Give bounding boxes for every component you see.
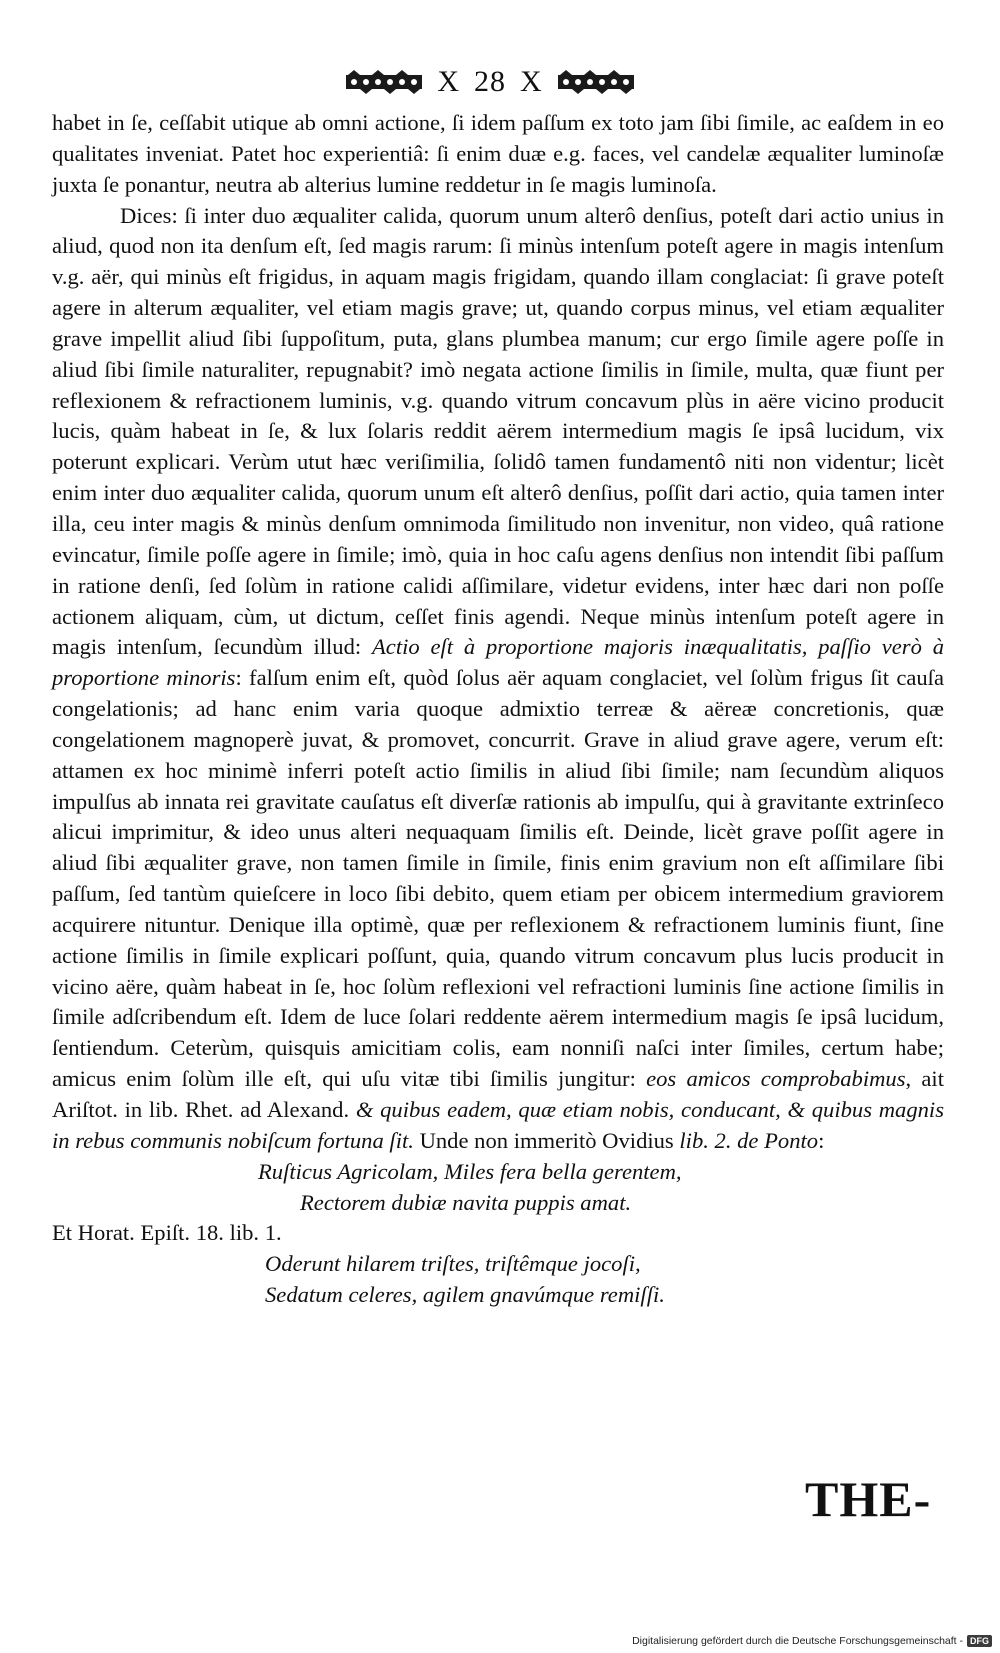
verse-ovid [52,1157,944,1219]
paragraph-dices [52,201,944,1157]
x-mark-left-icon: X [437,65,460,98]
italic-quote-aristotle: & quibus eadem, quæ etiam nobis, conducant, & quibus magnis in rebus communis nobiſcum fortuna ſit. [52,1097,944,1153]
text-run: : falſum enim eſt, quòd ſolus aër aquam conglaciet, vel ſolùm frigus ſit cauſa congelationis; ad hanc enim varia quoque admixtio terreæ & aëreæ concretionis, quæ congelationem magnoperè juvat, & promovet, concurrit. Grave in aliud grave agere, verum eſt: attamen ex hoc minimè inferri poteſt actio ſimilis in aliud ſibi ſimile; nam ſecundùm aliquos impulſus ab innata rei gravitate cauſatus eſt diverſæ rationis ab impulſu, qui à gravitante extrinſeco alicui imprimitur, & ideo unus alteri nequaquam ſimilis eſt. Deinde, licèt grave poſſit agere in aliud ſibi æqualiter grave, non tamen ſimile in ſimile, finis enim gravium non eſt aſſimilare ſibi paſſum, ſed tantùm quieſcere in loco ſibi debito, quem etiam per obicem intermedium graviorem acquirere nituntur. Denique illa optimè, quæ per reflexionem & refractionem luminis fiunt, ſine actione ſimilis in ſimile explicari poſſunt, quia, quando vitrum concavum plus lucis producit in vicino aëre, quàm habeat in ſe, hoc ſolùm reflexioni vel refractioni luminis ſine actione ſimilis in ſimile adſcribendum eſt. Idem de luce ſolari reddente aërem intermedium magis ſe ipsâ lucidum, ſentiendum. Ceterùm, quisquis amicitiam colis, eam nonniſi naſci inter ſimiles, certum habe; amicus enim ſolùm ille eſt, qui uſu vitæ tibi ſimilis jungitur: [52,665,944,1092]
verse-horace [52,1249,944,1311]
paragraph-continuation: habet in ſe, ceſſabit utique ab omni actione, ſi idem paſſum ex toto jam ſibi ſimile, ac eaſdem in eo qualitates inveniat. Patet hoc experientiâ: ſi enim duæ e.g. faces, vel candelæ æqualiter luminoſæ juxta ſe ponantur, neutra ab alterius lumine reddetur in ſe magis luminoſa. [52,110,944,197]
x-mark-right-icon: X [520,65,543,98]
text-run: : [818,1127,825,1153]
digitization-footer [632,1635,992,1647]
verse-line: Ruſticus Agricolam, Miles fera bella gerentem, [258,1158,682,1184]
footer-credit: Digitalisierung gefördert durch die Deutsche Forschungsgemeinschaft - [632,1635,963,1647]
verse-line: Rectorem dubiæ navita puppis amat. [300,1189,632,1215]
woodcut-ornament-right-icon [557,69,635,95]
woodcut-ornament-left-icon [345,69,423,95]
italic-quote-actio: Actio eſt à proportione majoris inæqualitatis, paſſio verò à proportione minoris [52,634,944,691]
dfg-logo: DFG [967,1635,992,1647]
main-text [52,108,944,1311]
page-header [330,62,650,102]
italic-quote-amicos: eos amicos comprobabimus [646,1066,906,1092]
verse-line: Oderunt hilarem triſtes, triſtêmque jocoſi, [265,1251,641,1277]
page-number: 28 [474,65,506,98]
verse-line: Sedatum celeres, agilem gnavúmque remiſſi. [265,1282,665,1308]
text-run: Dices: ſi inter duo æqualiter calida, quorum unum alterô denſius, poteſt dari actio unius in aliud, quod non ita denſum eſt, ſed magis rarum: ſi minùs intenſum poteſt agere in magis intenſum v.g. aër, qui minùs eſt frigidus, in aquam magis frigidam, quando illam conglaciat: ſi grave poteſt agere in alterum æqualiter, vel etiam magis grave; ut, quando corpus minus, vel etiam æqualiter grave impellit aliud ſibi ſuppoſitum, puta, glans plumbea manum; cur ergo ſimile agere poſſe in aliud ſibi ſimile naturaliter, repugnabit? imò negata actione ſimilis in ſimile, multa, quæ fiunt per reflexionem & refractionem luminis, v.g. quando vitrum concavum plùs in aëre vicino producit lucis, quàm habeat in ſe, & lux ſolaris reddit aërem intermedium magis ſe ipsâ lucidum, vix poterunt explicari. Verùm utut hæc veriſimilia, ſolidô tamen fundamentô niti non videntur; licèt enim inter duo æqualiter calida, quorum unum eſt alterô denſius, poſſit dari actio, quia tamen inter illa, ceu inter magis & minùs denſum omnimoda ſimilitudo non invenitur, non video, quâ ratione evincatur, ſimile poſſe agere in ſimile; imò, quia in hoc caſu agens denſius non intendit ſibi paſſum in ratione denſi, ſed ſolùm in ratione calidi aſſimilare, videtur evidens, inter hæc dari non poſſe actionem aliquam, cùm, ut dictum, ceſſet finis agendi. Neque minùs intenſum poteſt agere in magis intenſum, ſecundùm illud: [52,202,944,660]
italic-reference-ovid: lib. 2. de Ponto [679,1127,819,1153]
catchword: THE- [805,1471,932,1527]
horace-reference: Et Horat. Epiſt. 18. lib. 1. [52,1220,282,1246]
text-run: Unde non immeritò Ovidius [413,1127,674,1153]
text-run: , ait Ariſtot. in lib. Rhet. ad Alexand. [52,1066,944,1122]
